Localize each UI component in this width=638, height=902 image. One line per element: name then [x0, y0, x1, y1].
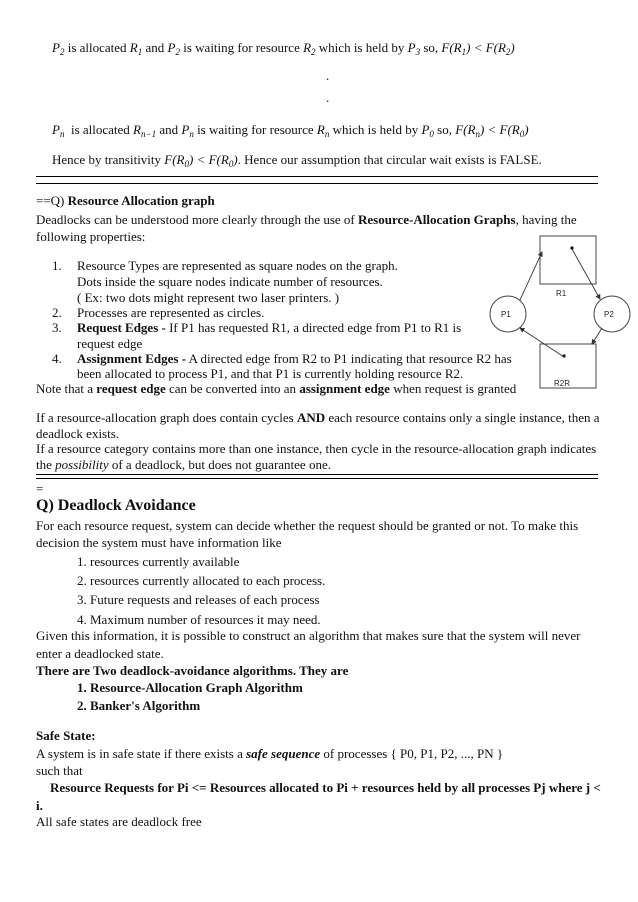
label-p2: P2: [604, 310, 614, 319]
rag-intro-2: following properties:: [36, 229, 146, 244]
avoid-list-4: 4. Maximum number of resources it may need.: [77, 612, 321, 627]
separator-rule-2: [36, 474, 598, 479]
list-item-4-b: been allocated to process P1, and that P1 is currently holding resource R2.: [77, 366, 464, 381]
such-that: such that: [36, 763, 83, 778]
deadlock-free-line: All safe states are deadlock free: [36, 814, 202, 829]
avoid-para-1-b: decision the system must have information like: [36, 535, 282, 550]
list-item-3-b: request edge: [77, 336, 143, 351]
safe-condition-end: i.: [36, 798, 43, 813]
algorithm-1: 1. Resource-Allocation Graph Algorithm: [77, 680, 303, 695]
list-num-1: 1.: [52, 258, 62, 273]
ellipsis-dot-1: .: [326, 68, 330, 83]
label-r2: R2R: [554, 379, 571, 388]
separator-rule: [36, 176, 598, 184]
avoid-list-3: 3. Future requests and releases of each process: [77, 592, 320, 607]
ellipsis-dot-2: .: [326, 90, 330, 105]
avoid-list-1: 1. resources currently available: [77, 554, 240, 569]
list-item-1-c: ( Ex: two dots might represent two laser printers. ): [77, 290, 340, 305]
list-item-1-b: Dots inside the square nodes indicate number of resources.: [77, 274, 383, 289]
avoid-para-2-b: enter a deadlocked state.: [36, 646, 164, 661]
list-num-4: 4.: [52, 351, 62, 366]
list-item-2: Processes are represented as circles.: [77, 305, 265, 320]
list-item-1: Resource Types are represented as square nodes on the graph.: [77, 258, 398, 273]
separator-equals: =: [36, 481, 44, 496]
safe-state-def: A system is in safe state if there exists a safe sequence of processes { P0, P1, P2, ..., PN }: [36, 746, 504, 761]
list-num-3: 3.: [52, 320, 62, 335]
line-transitivity: Hence by transitivity $F(R_0) < F(R_0)$. Hence our assumption that circular wait exists is FALSE.: [52, 152, 542, 169]
avoid-para-2: Given this information, it is possible to construct an algorithm that makes sure that the system will never: [36, 628, 581, 643]
line-pn-allocated: $P_n$ is allocated $R_{n-1}$ and $P_n$ is waiting for resource $R_n$ which is held by $P_0$ so, $F(R_n) < F(R_0)$: [52, 122, 529, 139]
label-r1: R1: [556, 289, 567, 298]
rag-intro: Deadlocks can be understood more clearly through the use of Resource-Allocation Graphs, having the: [36, 212, 577, 227]
request-edge-p1-r1: [520, 252, 542, 300]
avoid-para-1: For each resource request, system can decide whether the request should be granted or not. To make this: [36, 518, 579, 533]
cycle-para-1: If a resource-allocation graph does contain cycles AND each resource contains only a single instance, then a: [36, 410, 600, 425]
cycle-para-1-b: deadlock exists.: [36, 426, 120, 441]
note-line: Note that a request edge can be converted into an assignment edge when request is granted: [36, 381, 517, 396]
algorithms-intro: There are Two deadlock-avoidance algorithms. They are: [36, 663, 349, 678]
safe-state-heading: Safe State:: [36, 728, 96, 743]
safe-condition: Resource Requests for Pi <= Resources allocated to Pi + resources held by all processes Pj where j <: [50, 780, 601, 795]
list-item-4: Assignment Edges - A directed edge from R2 to P1 indicating that resource R2 has: [77, 351, 512, 366]
cycle-para-2: If a resource category contains more than one instance, then cycle in the resource-allocation graph indicates: [36, 441, 597, 456]
avoid-list-2: 2. resources currently allocated to each process.: [77, 573, 326, 588]
label-p1: P1: [501, 310, 511, 319]
request-edge-p2-r2: [592, 328, 602, 344]
list-item-3: Request Edges - If P1 has requested R1, a directed edge from P1 to R1 is: [77, 320, 462, 335]
cycle-para-2-b: the possibility of a deadlock, but does not guarantee one.: [36, 457, 331, 472]
list-num-2: 2.: [52, 305, 62, 320]
avoidance-heading: Q) Deadlock Avoidance: [36, 497, 196, 514]
line-p2-allocated: $P_2$ is allocated $R_1$ and $P_2$ is waiting for resource $R_2$ which is held by $P_3$ so, $F(R_1) < F(R_2)$: [52, 40, 515, 57]
resource-allocation-diagram: [488, 232, 638, 392]
algorithm-2: 2. Banker's Algorithm: [77, 698, 201, 713]
rag-heading: ==Q) Resource Allocation graph: [36, 193, 215, 208]
